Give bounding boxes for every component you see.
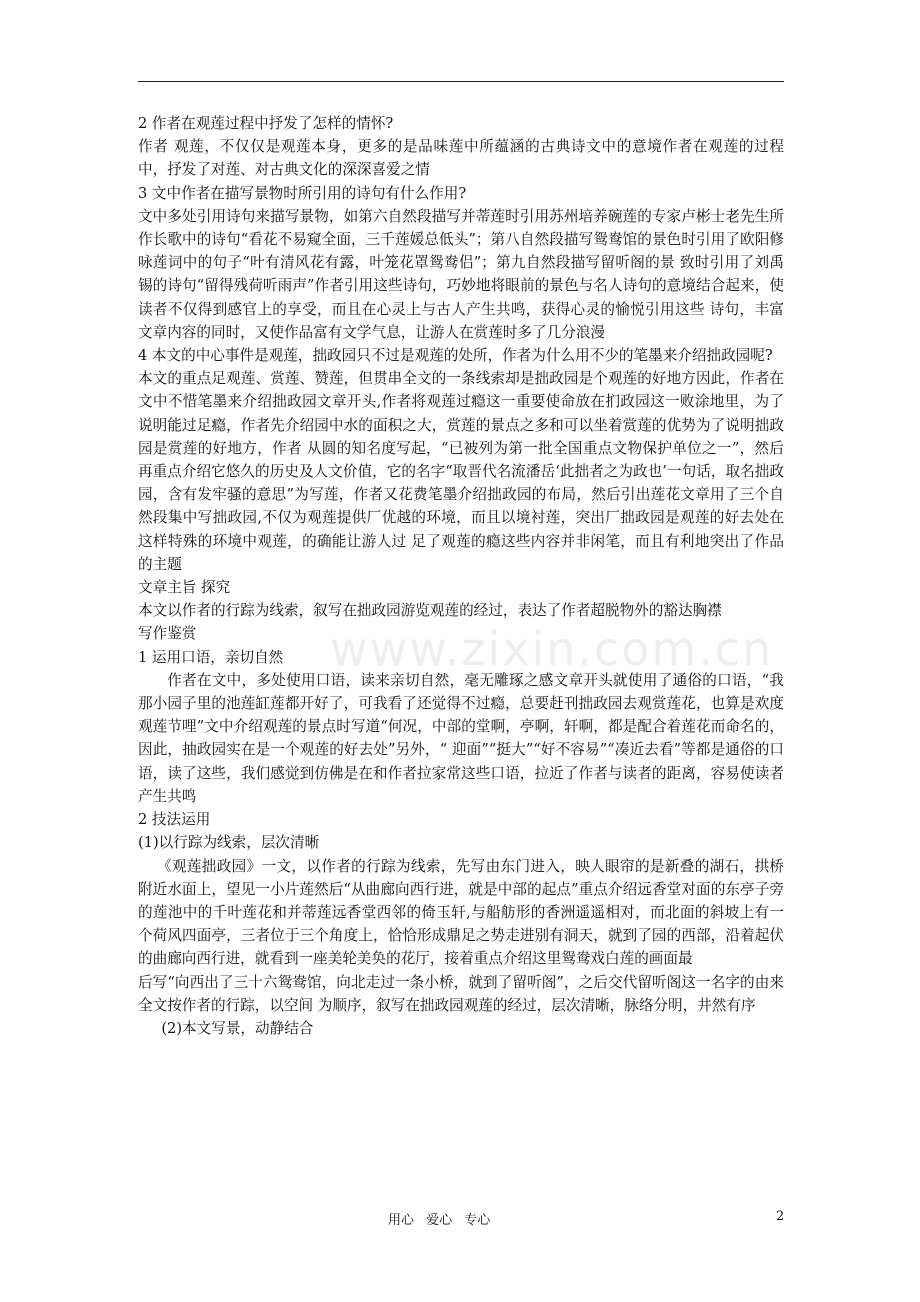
subheading-colloquial: 1 运用口语，亲切自然 [138, 648, 284, 666]
page-number: 2 [776, 1209, 785, 1224]
colloquial-paragraph: 作者在文中，多处使用口语，读来亲切自然，毫无雕琢之感文章开头就使用了通俗的口语，“我那小园子里的池莲缸莲都开好了，可我看了还觉得不过瘾，总要赶刊拙政园去观赏莲花，也算是欢度观莲节哩”文中介绍观莲的景点时写道“何况，中部的堂啊，亭啊，轩啊，都是配合着莲花而命名的，因此，抽政园实在是一个观莲的好去处”另外，“ 迎面”“挺大”“好不容易”“凑近去看”等都是通俗的口语，读了这些，我们感觉到仿佛是在和作者拉家常这些口语，拉近了作者与读者的距离，容易使读者产生共鸣 [138, 671, 784, 805]
question-2: 2 作者在观莲过程中抒发了怎样的情怀? [138, 115, 394, 132]
subheading-route-clue: (1)以行踪为线索，层次清晰 [138, 834, 320, 852]
route-paragraph-continued: 后写“向西出了三十六鸳鸯馆，向北走过一条小桥，就到了留听阁”，之后交代留听阁这一名字的由来全文按作者的行踪，以空间 为顺序，叙写在拙政园观莲的经过，层次清晰，脉络分明，井然有序 [138, 973, 784, 1014]
theme-paragraph: 本文以作者的行踪为线索，叙写在拙政园游览观莲的经过，表达了作者超脱物外的豁达胸襟 [138, 602, 722, 620]
answer-2: 作者 观莲，不仅仅是观莲本身，更多的是品味莲中所蕴涵的古典诗文中的意境作者在观莲的过程中，抒发了对莲、对古典文化的深深喜爱之情 [138, 138, 784, 179]
section-theme-heading: 文章主旨 探究 [138, 579, 231, 597]
subheading-technique: 2 技法运用 [138, 811, 211, 829]
route-paragraph: 《观莲拙政园》一文，以作者的行踪为线索，先写由东门进入，映人眼帘的是新叠的湖石，拱桥附近水面上，望见一小片莲然后“从曲廊向西行进，就是中部的起点”重点介绍远香堂对面的东亭子旁的莲池中的千叶莲花和并蒂莲远香堂西邻的倚玉轩,与船舫形的香洲遥遥相对，而北面的斜坡上有一个荷风四面亭，三者位于三个角度上，恰恰形成鼎足之势走进别有洞天，就到了园的西部，沿着起伏的曲廊向西行进，就看到一座美轮美奂的花厅，接着重点介绍这里鸳鸯戏白莲的画面最 [138, 857, 784, 968]
answer-3: 文中多处引用诗句来描写景物，如第六自然段描写并蒂莲时引用苏州培养碗莲的专家卢彬士老先生所作长歌中的诗句“看花不易窥全面，三千莲媛总低头”；第八自然段描写鸳鸯馆的景色时引用了欧阳修咏莲词中的句子“叶有清风花有露，叶笼花罩鸳鸯侣”；第九自然段描写留听阁的景 致时引用了刘禹锡的诗句“留得残荷听雨声”作者引用这些诗句，巧妙地将眼前的景色与名人诗句的意境结合起来，使读者不仅得到感官上的享受，而且在心灵上与古人产生共鸣，获得心灵的愉悦引用这些 诗句，丰富文章内容的同时，又使作品富有文学气息，让游人在赏莲时多了几分浪漫 [138, 207, 784, 341]
question-4: 4 本文的中心事件是观莲，拙政园只不过是观莲的处所，作者为什么用不少的笔墨来介绍拙政园呢? [138, 347, 773, 365]
subheading-motion-stillness: (2)本文写景，动静结合 [161, 1019, 314, 1037]
watermark: www.zixin.com.cn [330, 622, 774, 676]
answer-4: 本文的重点足观莲、赏莲、赞莲，但贯串全文的一条线索却是拙政园是个观莲的好地方因此，作者在文中不惜笔墨来介绍拙政园文章开头,作者将观莲过瘾这一重要使命放在扪政园这一败涂地里，为了说明能过足瘾，作者先介绍园中水的面积之大，赏莲的景点之多和可以坐着赏莲的优势为了说明拙政园是赏莲的好地方，作者 从圆的知名度写起，“已被列为第一批全国重点文物保护单位之一”，然后再重点介绍它悠久的历史及人文价值，它的名字“取晋代名流潘岳‘此拙者之为政也’一句话，取名拙政园，含有发牢骚的意思”为写莲，作者又花费笔墨介绍拙政园的布局，然后引出莲花文章用了三个自然段集中写拙政园,不仅为观莲提供厂优越的环境，而且以境衬莲，突出厂拙政园是观莲的好去处在这样特殊的环境中观莲，的确能让游人过 足了观莲的瘾这些内容并非闲笔，而且有利地突出了作品的主题 [138, 370, 784, 573]
section-appreciation-heading: 写作鉴赏 [138, 625, 197, 643]
question-3: 3 文中作者在描写景物时所引用的诗句有什么作用? [138, 184, 467, 202]
document-body [138, 112, 784, 1040]
header-rule [138, 81, 784, 82]
footer-motto: 用心 爱心 专心 [388, 1213, 491, 1228]
